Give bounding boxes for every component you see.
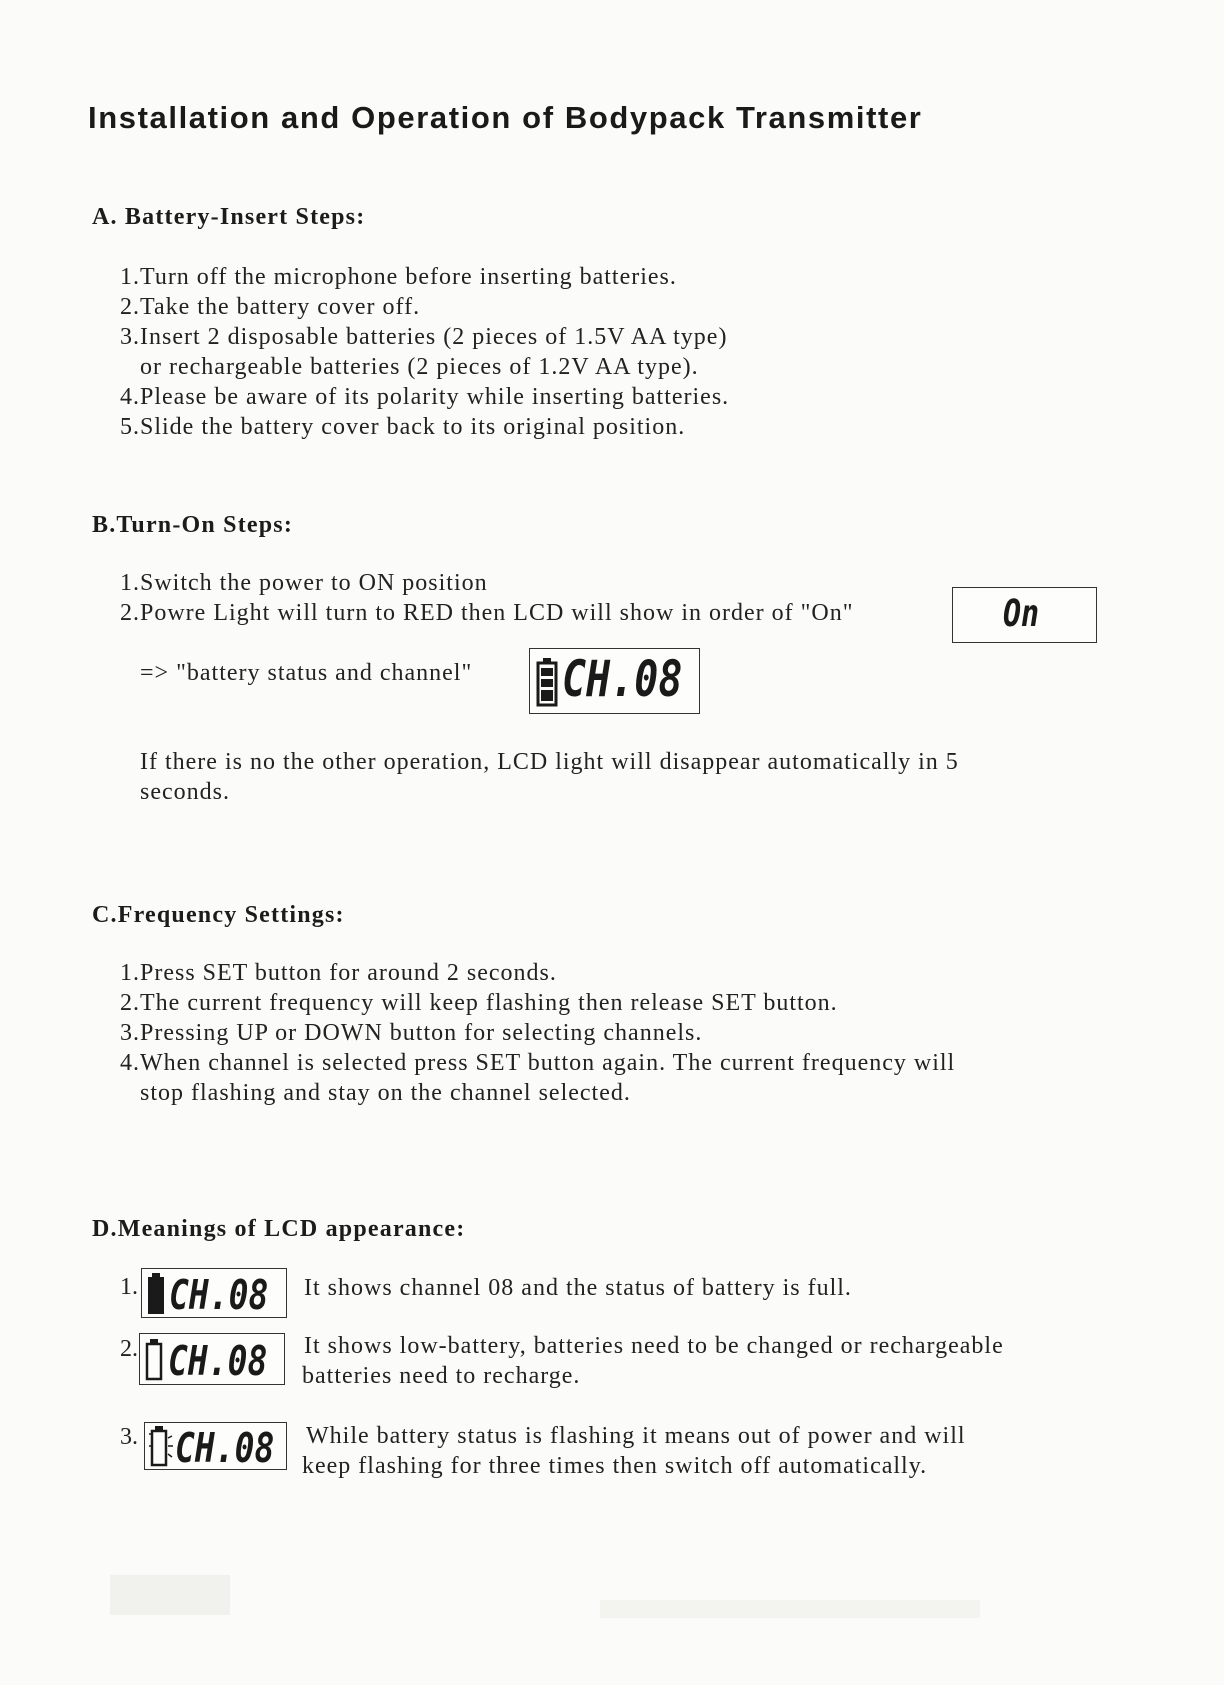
lcd-channel-display	[529, 648, 700, 714]
battery-full-icon	[536, 657, 558, 707]
section-b-heading: B.Turn-On Steps:	[92, 512, 294, 538]
lcd-on-display	[952, 587, 1097, 643]
lcd-meaning-low-display	[139, 1333, 285, 1385]
section-b-line: 2.Powre Light will turn to RED then LCD will show in order of "On"	[120, 600, 854, 626]
battery-full-icon	[147, 1273, 165, 1315]
lcd-meaning-number: 2.	[120, 1336, 138, 1362]
section-a-line: 4.Please be aware of its polarity while inserting batteries.	[120, 384, 730, 410]
lcd-meaning-full-display	[141, 1268, 287, 1318]
section-a-line: 2.Take the battery cover off.	[120, 294, 421, 320]
battery-flashing-icon	[149, 1426, 175, 1468]
section-c-line: 4.When channel is selected press SET button again. The current frequency will	[120, 1050, 956, 1076]
lcd-meaning-number: 3.	[120, 1424, 138, 1450]
lcd-meaning-description: It shows low-battery, batteries need to be changed or rechargeable	[304, 1333, 1004, 1359]
section-c-line: stop flashing and stay on the channel selected.	[140, 1080, 631, 1106]
lcd-meaning-description: batteries need to recharge.	[302, 1363, 581, 1389]
section-c-heading: C.Frequency Settings:	[92, 902, 345, 928]
section-c-line: 2.The current frequency will keep flashing then release SET button.	[120, 990, 838, 1016]
section-a-line: or rechargeable batteries (2 pieces of 1.2V AA type).	[140, 354, 699, 380]
section-b-line: 1.Switch the power to ON position	[120, 570, 488, 596]
scan-shadow-bottom	[110, 1575, 230, 1615]
section-a-heading: A. Battery-Insert Steps:	[92, 204, 366, 230]
lcd-meaning-description: While battery status is flashing it means out of power and will	[306, 1423, 966, 1449]
battery-empty-icon	[145, 1339, 163, 1381]
section-a-line: 3.Insert 2 disposable batteries (2 pieces of 1.5V AA type)	[120, 324, 728, 350]
lcd-meaning-description: keep flashing for three times then switch off automatically.	[302, 1453, 928, 1479]
lcd-meaning-text: CH.08	[175, 1423, 275, 1472]
section-a-line: 1.Turn off the microphone before inserting batteries.	[120, 264, 677, 290]
section-b-line: => "battery status and channel"	[140, 660, 473, 686]
section-c-line: 1.Press SET button for around 2 seconds.	[120, 960, 557, 986]
lcd-meaning-number: 1.	[120, 1274, 138, 1300]
section-a-line: 5.Slide the battery cover back to its original position.	[120, 414, 686, 440]
section-d-heading: D.Meanings of LCD appearance:	[92, 1216, 466, 1242]
section-b-note-line: If there is no the other operation, LCD light will disappear automatically in 5	[140, 749, 959, 775]
section-c-line: 3.Pressing UP or DOWN button for selecting channels.	[120, 1020, 703, 1046]
lcd-meaning-flashing-display	[144, 1422, 287, 1470]
lcd-channel-text: CH.08	[562, 651, 683, 709]
section-b-note-line: seconds.	[140, 779, 230, 805]
scan-shadow-bottom-right	[600, 1600, 980, 1618]
lcd-on-text: On	[1003, 592, 1040, 636]
lcd-meaning-text: CH.08	[169, 1270, 269, 1319]
lcd-meaning-description: It shows channel 08 and the status of battery is full.	[304, 1275, 852, 1301]
lcd-meaning-text: CH.08	[168, 1336, 268, 1385]
page-title: Installation and Operation of Bodypack Transmitter	[88, 100, 923, 135]
